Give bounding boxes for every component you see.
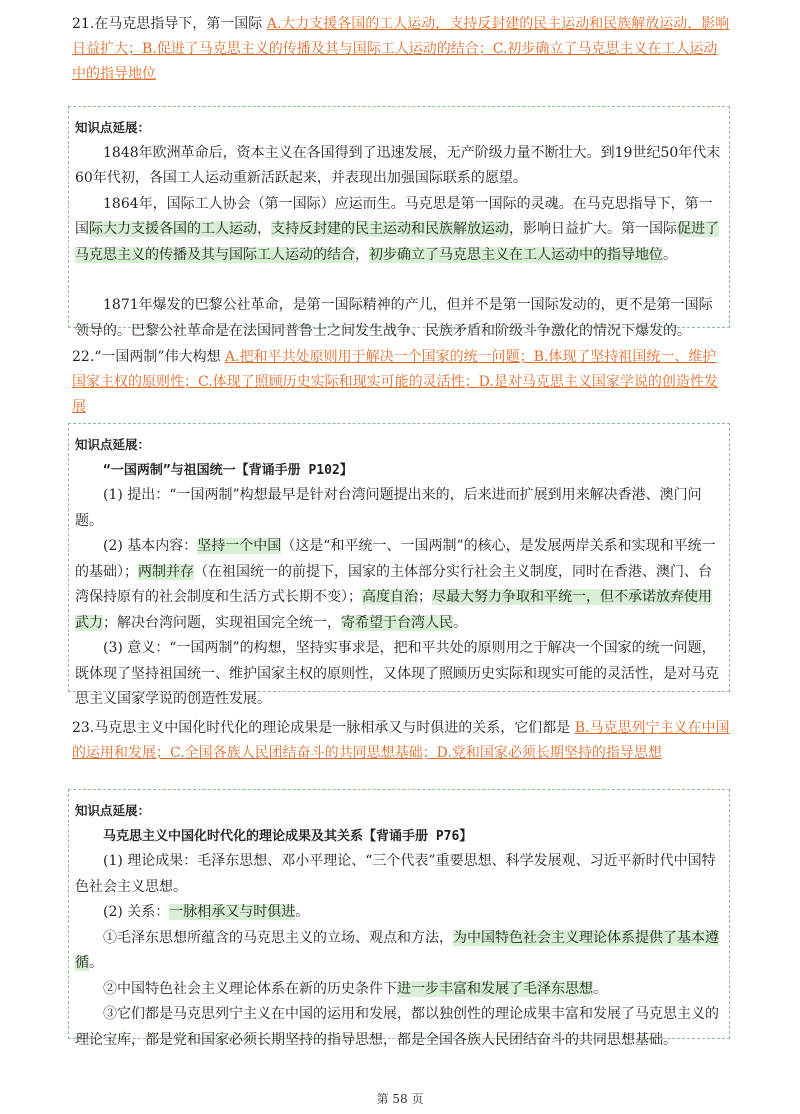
highlight: 坚持一个中国 <box>197 538 282 554</box>
question-21 <box>72 12 730 87</box>
question-21-answer: A.大力支援各国的工人运动，支持反封建的民主运动和民族解放运动，影响日益扩大；B.促进了马克思主义的传播及其与国际工人运动的结合；C.初步确立了马克思主义在工人运动中的指导地位 <box>72 16 730 82</box>
question-22-stem: 22.“一国两制”伟大构想 <box>72 349 226 365</box>
paragraph: (1) 提出：“一国两制”构想最早是针对台湾问题提出来的，后来进而扩展到用来解决香港、澳门问题。 <box>75 487 702 529</box>
highlight: 初步确立了马克思主义在工人运动中的指导地位 <box>369 246 663 263</box>
page-number: 第 58 页 <box>376 1092 424 1106</box>
knowledge-box-title: 知识点延展： <box>75 803 151 818</box>
question-22-answer: A.把和平共处原则用于解决一个国家的统一问题；B.体现了坚持祖国统一、维护国家主权的原则性；C.体现了照顾历史实际和现实可能的灵活性；D.是对马克思主义国家学说的创造性发展 <box>72 349 718 415</box>
paragraph: (2) 关系：一脉相承又与时俱进。 <box>103 904 310 920</box>
paragraph: ③它们都是马克思列宁主义在中国的运用和发展，都以独创性的理论成果丰富和发展了马克思主义的理论宝库，都是党和国家必须长期坚持的指导思想，都是全国各族人民团结奋斗的共同思想基础。 <box>75 1006 719 1048</box>
question-22 <box>72 345 730 420</box>
highlight: 际大力支援各国的工人运动 <box>89 221 257 237</box>
paragraph: (1) 理论成果：毛泽东思想、邓小平理论、“三个代表”重要思想、科学发展观、习近平新时代中国特色社会主义思想。 <box>75 853 716 895</box>
knowledge-box-title: 知识点延展： <box>75 120 151 135</box>
paragraph: 1871年爆发的巴黎公社革命，是第一国际精神的产儿，但并不是第一国际发动的，更不是第一国际领导的。巴黎公社革命是在法国同普鲁士之间发生战争、民族矛盾和阶级斗争激化的情况下爆发的。 <box>75 297 713 339</box>
knowledge-box-subtitle: “一国两制”与祖国统一【背诵手册 P102】 <box>103 462 353 478</box>
paragraph: (3) 意义：“一国两制”的构想，坚持实事求是，把和平共处的原则用之于解决一个国家的统一问题，既体现了坚持祖国统一、维护国家主权的原则性，又体现了照顾历史实际和现实可能的灵活性，是对马克思主义国家学说的创造性发展。 <box>75 640 719 707</box>
highlight: 为中国特色社会主义理论体系提供了基本遵循 <box>75 929 719 971</box>
paragraph: ②中国特色社会主义理论体系在新的历史条件下进一步丰富和发展了毛泽东思想。 <box>103 980 607 997</box>
question-23-answer: B.马克思列宁主义在中国的运用和发展；C.全国各族人民团结奋斗的共同思想基础；D.党和国家必须长期坚持的指导思想 <box>72 720 730 761</box>
knowledge-box-23 <box>68 789 730 1048</box>
question-23-stem: 23.马克思主义中国化时代化的理论成果是一脉相承又与时俱进的关系，它们都是 <box>72 720 575 736</box>
question-21-stem: 21.在马克思指导下，第一国际 <box>72 16 267 32</box>
paragraph: (2) 基本内容：坚持一个中国（这是“和平统一、一国两制”的核心，是发展两岸关系和实现和平统一的基础）；两制并存（在祖国统一的前提下，国家的主体部分实行社会主义制度，同时在香港、澳门、台湾保持原有的社会制度和生活方式长期不变）；高度自治；尽最大努力争取和平统一，但不承诺放弃使用武力；解决台湾问题，实现祖国完全统一，寄希望于台湾人民。 <box>75 538 716 631</box>
highlight: 一脉相承又与时俱进 <box>169 904 296 920</box>
question-23 <box>72 716 730 766</box>
highlight: 促进了马克思主义的传播及其与国际工人运动的结合 <box>75 221 719 263</box>
knowledge-box-title: 知识点延展： <box>75 437 151 452</box>
highlight: 进一步丰富和发展了毛泽东思想 <box>397 980 593 997</box>
highlight: 寄希望于台湾人民 <box>341 614 453 631</box>
knowledge-box-21 <box>68 106 730 339</box>
paragraph: ①毛泽东思想所蕴含的马克思主义的立场、观点和方法，为中国特色社会主义理论体系提供了基本遵循。 <box>75 929 719 971</box>
highlight: 尽最大努力争取和平统一，但不承诺放弃使用武力 <box>75 589 712 631</box>
knowledge-box-subtitle: 马克思主义中国化时代化的理论成果及其关系【背诵手册 P76】 <box>103 828 473 844</box>
highlight: 两制并存 <box>138 563 194 580</box>
knowledge-box-22 <box>68 423 730 707</box>
paragraph: 1848年欧洲革命后，资本主义在各国得到了迅速发展，无产阶级力量不断壮大。到19世纪50年代末60年代初，各国工人运动重新活跃起来，并表现出加强国际联系的愿望。 <box>75 144 721 186</box>
highlight: 高度自治 <box>362 589 418 605</box>
highlight: 支持反封建的民主运动和民族解放运动 <box>271 221 509 237</box>
paragraph: 1864年，国际工人协会（第一国际）应运而生。马克思是第一国际的灵魂。在马克思指导下，第一国际大力支援各国的工人运动，支持反封建的民主运动和民族解放运动，影响日益扩大。第一国际促进了马克思主义的传播及其与国际工人运动的结合，初步确立了马克思主义在工人运动中的指导地位。 <box>75 195 719 263</box>
